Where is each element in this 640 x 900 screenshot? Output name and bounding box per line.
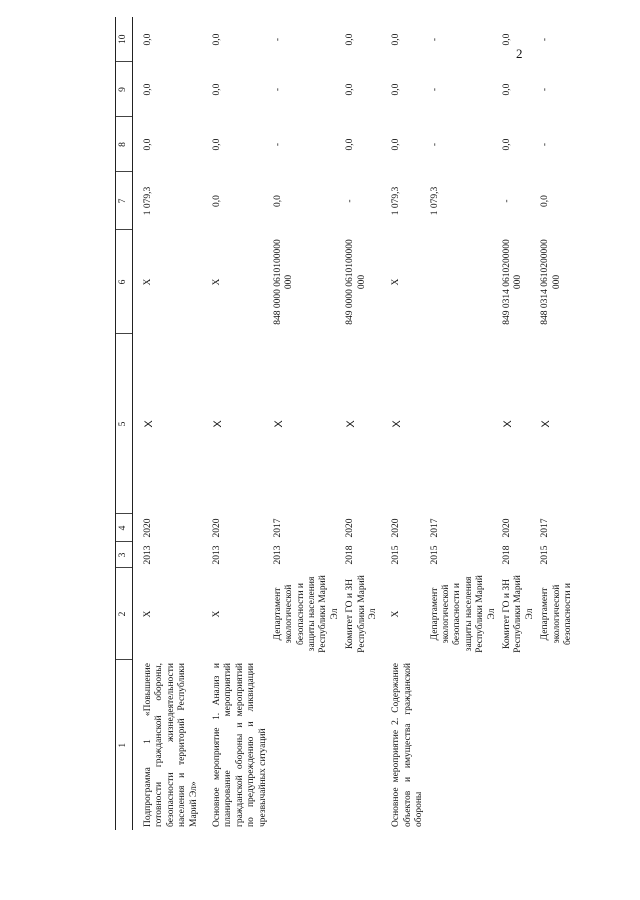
row-value-10: 0,0 (391, 33, 402, 46)
row-start-year: 2018 (345, 545, 356, 565)
row-col5: X (143, 420, 155, 428)
row-name: Основное мероприятие 1. Анализ и планирование мероприятий гражданской обороны и мероприятий по предупреждению и ликвидации чрезвычайных ситуаций (211, 663, 268, 827)
row-name (500, 660, 538, 830)
row-col5: X (391, 420, 404, 428)
row-executor: X (391, 610, 402, 618)
row-value-8: - (540, 142, 551, 147)
row-start-year: 2018 (501, 545, 512, 565)
row-name: Основное мероприятие 2. Содержание объектов и имущества гражданской обороны (391, 663, 425, 827)
row-value-8: - (429, 142, 440, 147)
row-value-9: - (540, 87, 551, 92)
col-header: 4 (116, 514, 133, 542)
row-col5: X (540, 420, 553, 428)
row-value-9: 0,0 (345, 83, 356, 96)
row-budget-code: 849 0000 0610100000 000 (345, 239, 367, 325)
row-value-8: 0,0 (391, 138, 402, 151)
row-col5: X (272, 420, 285, 428)
row-value-10: 0,0 (345, 33, 356, 46)
header-row (116, 17, 133, 830)
table-row (500, 17, 538, 830)
row-value-9: 0,0 (211, 83, 222, 96)
col-header: 7 (116, 172, 133, 230)
row-value-7: 1 079,3 (143, 186, 153, 216)
row-value-9: 0,0 (391, 83, 402, 96)
row-budget-code: 849 0314 0610200000 000 (501, 239, 524, 325)
table-row (133, 17, 202, 830)
row-end-year: 2017 (429, 518, 440, 538)
row-value-9: 0,0 (143, 83, 153, 96)
row-value-10: 0,0 (501, 33, 512, 46)
table-row (343, 17, 381, 830)
row-end-year: 2020 (143, 518, 153, 538)
row-value-7: 1 079,3 (391, 186, 402, 216)
table-row (202, 17, 271, 830)
table-row (428, 17, 500, 830)
row-value-7: - (501, 199, 512, 203)
row-start-year: 2013 (143, 545, 153, 565)
row-end-year: 2020 (501, 518, 512, 538)
row-budget-code: 848 0000 0610100000 000 (272, 239, 295, 325)
row-col5: X (501, 420, 514, 428)
row-value-10: 0,0 (143, 33, 153, 46)
row-value-10: - (429, 37, 440, 42)
row-col5: X (211, 420, 224, 428)
row-executor: X (143, 610, 153, 618)
row-value-7: 0,0 (211, 195, 222, 207)
row-end-year: 2017 (540, 518, 551, 538)
row-value-8: - (272, 142, 283, 147)
table-row (271, 17, 343, 830)
row-value-10: 0,0 (211, 33, 222, 46)
row-budget-code: 848 0314 0610200000 000 (540, 239, 562, 325)
budget-table (115, 17, 576, 830)
row-end-year: 2020 (391, 518, 402, 538)
row-value-8: 0,0 (211, 138, 222, 151)
col-header: 10 (116, 17, 133, 62)
row-executor: Департамент экологической безопасности и защиты населения Республики Марий Эл (429, 575, 497, 653)
row-col5 (428, 334, 500, 514)
row-start-year: 2015 (540, 545, 551, 565)
page-number: 2 (516, 46, 523, 61)
row-value-7: 1 079,3 (429, 186, 440, 216)
col-header: 1 (116, 660, 133, 830)
row-executor: Департамент экологической безопасности и защиты населения Республики Марий Эл (272, 575, 340, 653)
row-executor: Комитет ГО и ЗН Республики Марий Эл (501, 575, 535, 653)
row-executor: Комитет ГО и ЗН Республики Марий Эл (345, 575, 379, 653)
col-header: 8 (116, 117, 133, 172)
row-name (343, 660, 381, 830)
row-budget-code: X (211, 278, 222, 286)
row-budget-code (428, 230, 500, 334)
row-col5: X (345, 420, 358, 428)
row-name (428, 660, 500, 830)
row-budget-code: X (391, 278, 402, 286)
row-start-year: 2013 (272, 545, 283, 565)
col-header: 2 (116, 568, 133, 660)
row-name (538, 660, 576, 830)
row-value-7: 0,0 (272, 195, 283, 207)
row-value-9: - (429, 87, 440, 92)
row-value-10: - (272, 37, 283, 42)
col-header: 3 (116, 542, 133, 568)
row-end-year: 2020 (345, 518, 356, 538)
row-start-year: 2013 (211, 545, 222, 565)
row-value-8: 0,0 (345, 138, 356, 151)
row-name (271, 660, 343, 830)
row-value-9: 0,0 (501, 83, 512, 96)
table-row (538, 17, 576, 830)
row-end-year: 2017 (272, 518, 283, 538)
row-value-10: - (540, 37, 551, 42)
row-value-7: - (345, 199, 356, 203)
col-header: 5 (116, 334, 133, 514)
row-value-8: 0,0 (143, 138, 153, 151)
col-header: 9 (116, 62, 133, 117)
row-name: Подпрограмма 1 «Повышение готовности гражданской обороны, безопасности жизнедеятельности населения и территорий Республики Марий Эл» (143, 663, 199, 827)
row-executor: Департамент экологической безопасности и (540, 583, 573, 645)
row-executor: X (211, 610, 222, 618)
row-start-year: 2015 (391, 545, 402, 565)
col-header: 6 (116, 230, 133, 334)
row-value-7: 0,0 (540, 195, 551, 207)
table-row (381, 17, 427, 830)
row-value-9: - (272, 87, 283, 92)
row-budget-code: X (143, 278, 153, 286)
row-value-8: 0,0 (501, 138, 512, 151)
row-start-year: 2015 (429, 545, 440, 565)
row-end-year: 2020 (211, 518, 222, 538)
